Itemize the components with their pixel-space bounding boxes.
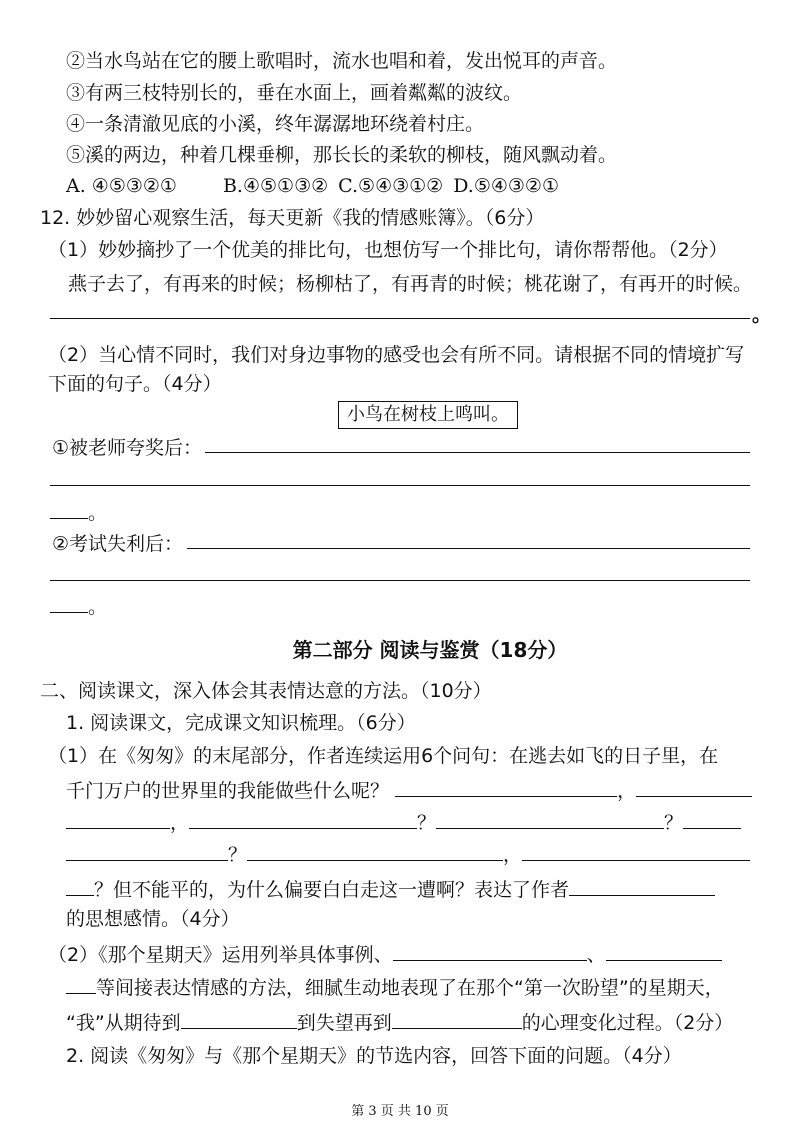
- section-2-heading: 第二部分 阅读与鉴赏（18分）: [292, 638, 568, 662]
- boxed-sentence-wrap: [338, 401, 800, 429]
- situation-2-line-2: [50, 580, 750, 581]
- blank-q1-g[interactable]: [66, 840, 228, 861]
- blank-q1-h[interactable]: [247, 840, 503, 861]
- blank-q1-b[interactable]: [636, 776, 752, 797]
- q1-1-line5: [66, 875, 800, 903]
- blank-q2-d[interactable]: [181, 1008, 297, 1029]
- answer-choices: [66, 173, 800, 199]
- q1-1-line4: [66, 840, 800, 868]
- blank-q1-j[interactable]: [66, 875, 94, 896]
- blank-q1-i[interactable]: [522, 840, 750, 861]
- qmark-c: ？: [228, 844, 248, 866]
- choice-d: D.⑤④③②①: [453, 175, 559, 197]
- q1-1-line2: [66, 776, 800, 804]
- situation-2-label: ②考试失利后：: [52, 533, 184, 555]
- q1-2-line3c: 的心理变化过程。（2分）: [521, 1012, 734, 1034]
- part-2-title: 二、阅读课文，深入体会其表情达意的方法。（10分）: [40, 680, 492, 702]
- blank-q1-emotion[interactable]: [569, 875, 715, 896]
- option-sentence-2: ②当水鸟站在它的腰上歌唱时，流水也唱和着，发出悦耳的声音。: [66, 50, 618, 72]
- q2-title: 2. 阅读《匆匆》与《那个星期天》的节选内容，回答下面的问题。（4分）: [66, 1045, 682, 1067]
- page-footer: 第 3 页 共 10 页: [351, 1104, 449, 1119]
- qmark-a: ？: [417, 812, 437, 834]
- q12-title: 12. 妙妙留心观察生活，每天更新《我的情感账簿》。（6分）: [40, 207, 545, 229]
- q1-1-tail-a: ？但不能平的，为什么偏要白白走这一遭啊？表达了作者: [94, 879, 570, 901]
- situation-2-end-mark: 。: [88, 596, 108, 618]
- q12-part1-answer-line: [50, 318, 750, 319]
- q1-2-line2-text: 等间接表达情感的方法，细腻生动地表现了在那个“第一次盼望”的星期天，: [96, 977, 724, 999]
- blank-q1-c[interactable]: [66, 808, 170, 829]
- qmark-b: ？: [664, 812, 684, 834]
- q12-part1-example: 燕子去了，有再来的时候；杨柳枯了，有再青的时候；桃花谢了，有再开的时候。: [68, 273, 753, 295]
- q1-1-line2-text: 千门万户的世界里的我能做些什么呢？: [66, 780, 390, 802]
- option-sentence-4: ④一条清澈见底的小溪，终年潺潺地环绕着村庄。: [66, 113, 485, 135]
- q1-2-line3a: “我”从期待到: [66, 1012, 181, 1034]
- q12-part1-prompt: （1）妙妙摘抄了一个优美的排比句，也想仿写一个排比句，请你帮帮他。（2分）: [48, 239, 728, 261]
- blank-q1-d[interactable]: [189, 808, 417, 829]
- situation-1-label: ①被老师夸奖后：: [52, 437, 203, 459]
- q1-2-sep: 、: [586, 944, 606, 966]
- choice-a: A. ④⑤③②①: [66, 175, 177, 197]
- choice-b: B.④⑤①③②: [222, 175, 329, 197]
- q1-1-line3: [66, 808, 800, 836]
- q1-2-line3: [66, 1008, 800, 1036]
- situation-1-line-3: [50, 518, 88, 519]
- blank-q1-e[interactable]: [436, 808, 664, 829]
- option-sentence-5: ⑤溪的两边，种着几棵垂柳，那长长的柔软的柳枝，随风飘动着。: [66, 144, 618, 166]
- situation-1-line-2: [50, 485, 750, 486]
- q1-title: 1. 阅读课文，完成课文知识梳理。（6分）: [66, 712, 416, 734]
- situation-1-end-mark: 。: [88, 502, 108, 524]
- q12-part2-prompt-line1: （2）当心情不同时，我们对身边事物的感受也会有所不同。请根据不同的情境扩写: [48, 344, 745, 366]
- option-sentence-3: ③有两三枝特别长的，垂在水面上，画着粼粼的波纹。: [66, 82, 523, 104]
- blank-q1-a[interactable]: [395, 776, 617, 797]
- q12-part1-end-mark: 。: [752, 304, 772, 326]
- q1-2-line1-text: （2）《那个星期天》运用列举具体事例、: [48, 944, 393, 966]
- comma-b: ，: [170, 812, 190, 834]
- comma-a: ，: [617, 780, 637, 802]
- blank-q2-b[interactable]: [606, 940, 722, 961]
- q1-2-line2: [66, 973, 800, 1001]
- boxed-sentence: 小鸟在树枝上鸣叫。: [338, 401, 518, 429]
- comma-c: ，: [503, 844, 523, 866]
- choice-c: C.⑤④③①②: [338, 175, 444, 197]
- blank-q2-e[interactable]: [392, 1008, 522, 1029]
- q1-1-tail-b: 的思想感情。（4分）: [66, 908, 240, 930]
- situation-1-line-1: [205, 452, 750, 453]
- q1-1-line1: （1）在《匆匆》的末尾部分，作者连续运用6个问句：在逃去如飞的日子里，在: [48, 745, 719, 767]
- q1-2-line1: [48, 940, 800, 968]
- q1-2-line3b: 到失望再到: [296, 1012, 392, 1034]
- blank-q2-c[interactable]: [66, 973, 96, 994]
- q12-part2-prompt-line2: 下面的句子。（4分）: [48, 373, 222, 395]
- blank-q2-a[interactable]: [393, 940, 587, 961]
- blank-q1-f[interactable]: [683, 808, 741, 829]
- situation-2-line-3: [50, 612, 88, 613]
- situation-2-line-1: [187, 548, 750, 549]
